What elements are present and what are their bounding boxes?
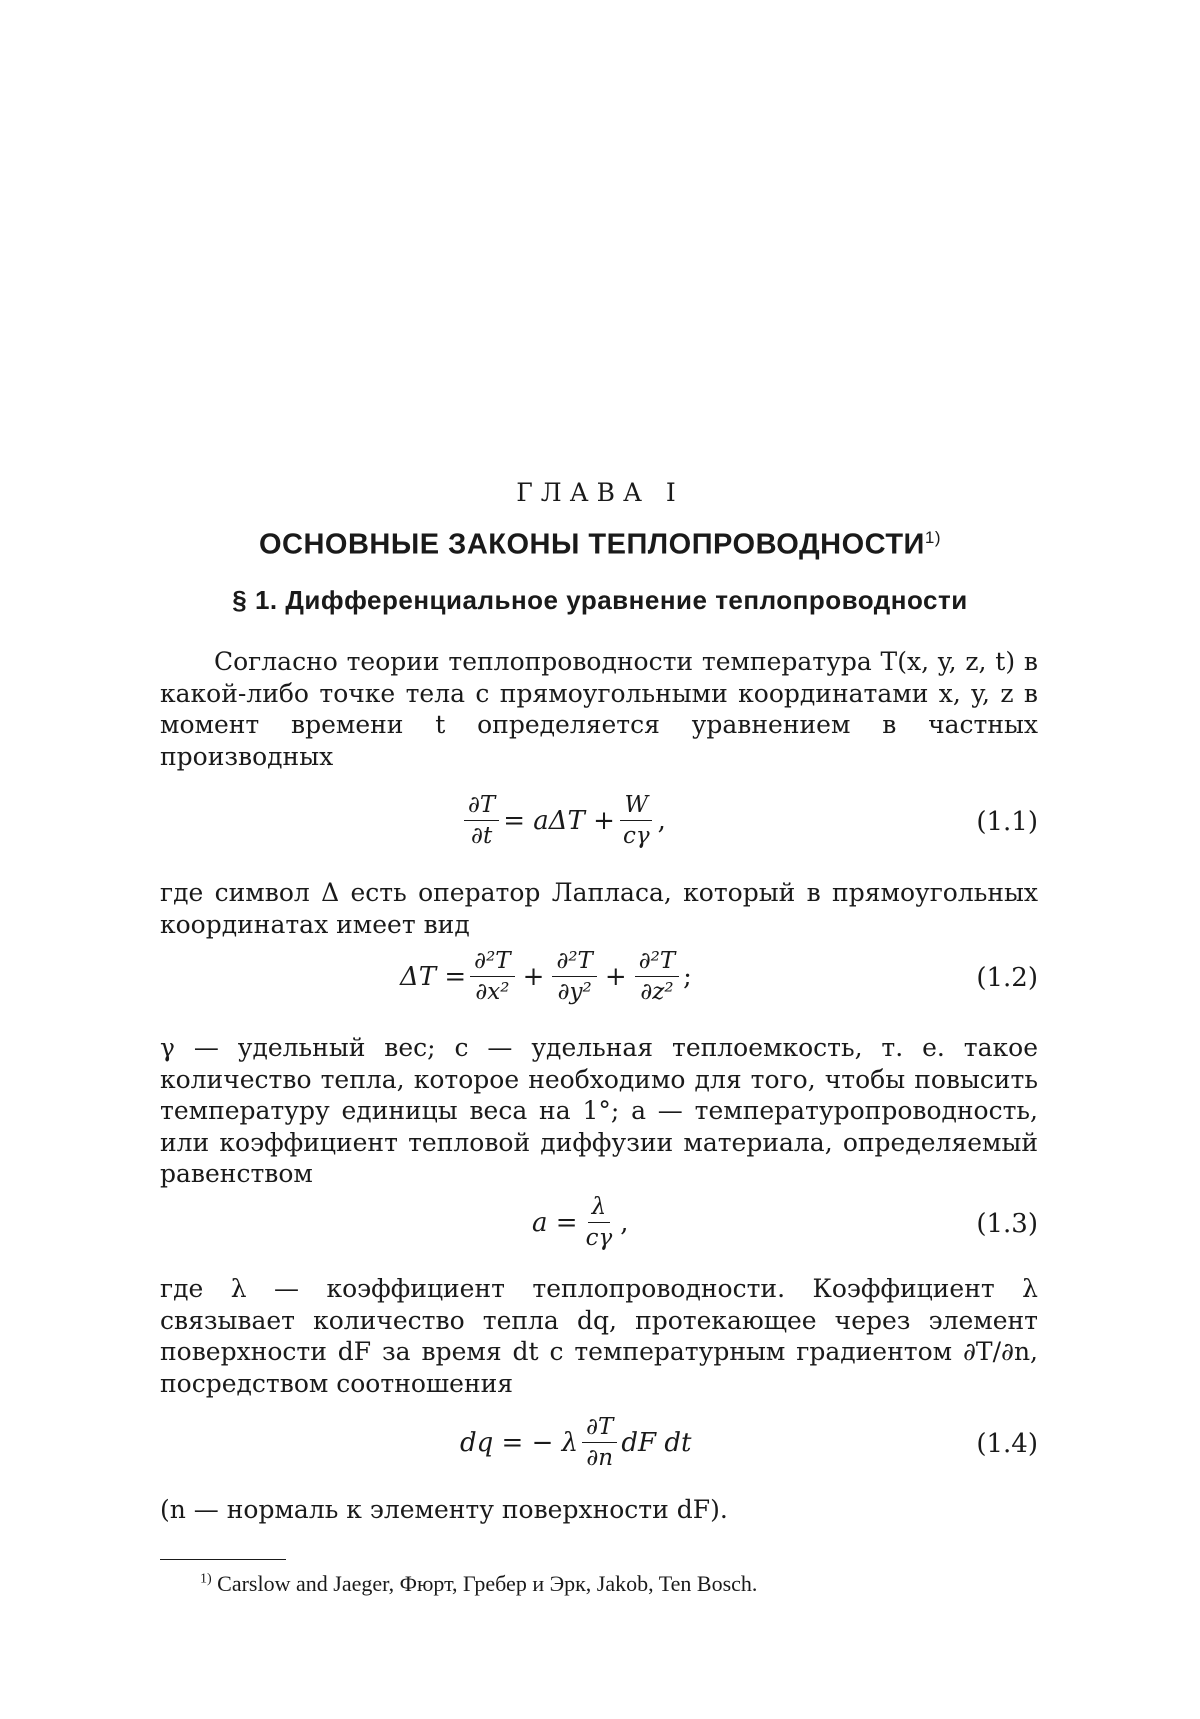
- footnote-divider: [160, 1559, 286, 1560]
- fraction-numerator: ∂²T: [552, 946, 596, 977]
- fraction-dT-dn: [582, 1412, 617, 1473]
- equation-punct: ;: [683, 961, 692, 992]
- chapter-heading: ГЛАВА I: [516, 478, 684, 507]
- equation-lhs: ΔT =: [400, 961, 467, 992]
- fraction-dT-dt: [464, 790, 499, 851]
- equation-tail: dF dt: [621, 1427, 692, 1458]
- paragraph-2: где символ Δ есть оператор Лапласа, который в прямоугольных координатах имеет вид: [160, 878, 1038, 939]
- chapter-title-text: ОСНОВНЫЕ ЗАКОНЫ ТЕПЛОПРОВОДНОСТИ: [258, 528, 925, 561]
- equation-number: (1.2): [976, 963, 1038, 993]
- section-heading: § 1. Дифференциальное уравнение теплопроводности: [232, 585, 968, 615]
- fraction-denominator: ∂z²: [640, 979, 674, 1005]
- equation-number: (1.4): [976, 1429, 1038, 1459]
- equation-1-3-body: [532, 1192, 628, 1253]
- equation-1-2-body: [400, 946, 692, 1007]
- fraction-numerator: ∂²T: [470, 946, 514, 977]
- equation-middle: = aΔT +: [503, 805, 615, 836]
- fraction-d2T-dz2: [635, 946, 679, 1007]
- equation-1-3: [160, 1192, 1038, 1262]
- fraction-d2T-dx2: [470, 946, 514, 1007]
- equation-1-4-body: [460, 1412, 691, 1473]
- paragraph-3: γ — удельный вес; c — удельная теплоемкость, т. е. такое количество тепла, которое необходимо для того, чтобы повысить температуру единицы веса на 1°; a — температуропроводность, или коэффициент тепловой диффузии материала, определяемый равенством: [160, 1033, 1038, 1188]
- equation-1-1-body: [460, 790, 666, 851]
- fraction-numerator: ∂T: [464, 790, 499, 821]
- fraction-W-cgamma: [619, 790, 654, 851]
- plus-sign: +: [522, 961, 545, 992]
- paragraph-4: где λ — коэффициент теплопроводности. Коэффициент λ связывает количество тепла dq, протекающее через элемент поверхности dF за время dt с температурным градиентом ∂T/∂n, посредством соотношения: [160, 1274, 1038, 1398]
- equation-number: (1.3): [976, 1209, 1038, 1239]
- chapter-title: [0, 528, 1200, 562]
- fraction-lambda-cgamma: [582, 1192, 617, 1253]
- fraction-denominator: ∂n: [586, 1445, 614, 1471]
- fraction-numerator: ∂T: [582, 1412, 617, 1443]
- fraction-denominator: ∂x²: [475, 979, 510, 1005]
- equation-lhs: dq = − λ: [460, 1427, 579, 1458]
- equation-lhs: a =: [532, 1207, 578, 1238]
- footnote-text: Carslow and Jaeger, Фюрт, Гребер и Эрк, Jakob, Ten Bosch.: [217, 1571, 758, 1596]
- fraction-d2T-dy2: [552, 946, 596, 1007]
- footnote-mark: 1): [200, 1571, 212, 1587]
- equation-1-1: [160, 790, 1038, 860]
- equation-number: (1.1): [976, 807, 1038, 837]
- equation-1-2: [160, 946, 1038, 1016]
- fraction-denominator: ∂y²: [557, 979, 592, 1005]
- title-footnote-mark[interactable]: 1): [924, 528, 942, 547]
- footnote: [200, 1571, 1038, 1597]
- equation-1-4: [160, 1412, 1038, 1482]
- fraction-denominator: cγ: [585, 1225, 613, 1251]
- paragraph-5: (n — нормаль к элементу поверхности dF).: [160, 1495, 728, 1524]
- fraction-denominator: cγ: [622, 823, 650, 849]
- fraction-numerator: ∂²T: [635, 946, 679, 977]
- equation-punct: ,: [657, 805, 666, 836]
- paragraph-1: Согласно теории теплопроводности температура T(x, y, z, t) в какой-либо точке тела с прямоугольными координатами x, y, z в момент времени t определяется уравнением в частных производных: [160, 647, 1038, 771]
- fraction-denominator: ∂t: [471, 823, 493, 849]
- fraction-numerator: W: [620, 790, 652, 821]
- equation-punct: ,: [620, 1207, 629, 1238]
- fraction-numerator: λ: [588, 1192, 611, 1223]
- plus-sign: +: [604, 961, 627, 992]
